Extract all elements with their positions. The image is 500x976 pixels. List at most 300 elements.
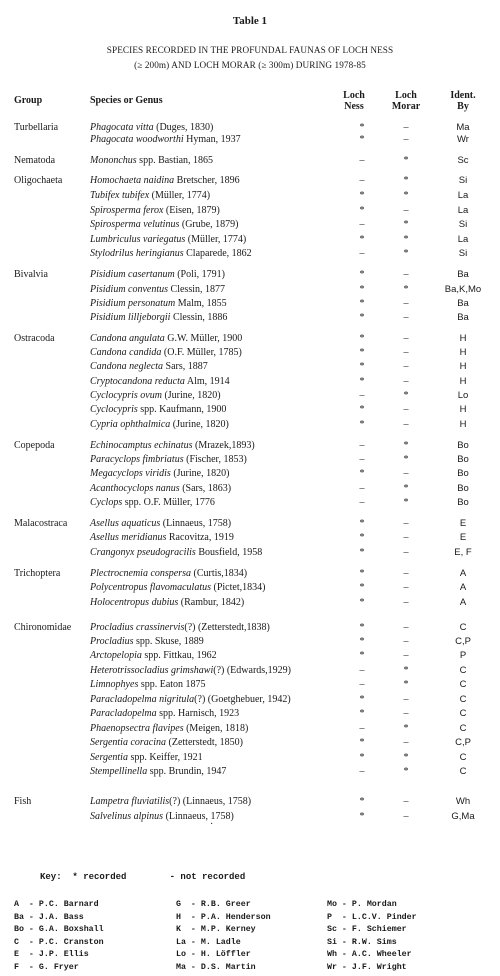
loch-ness-mark: * xyxy=(359,708,365,719)
loch-morar-mark: * xyxy=(403,440,409,451)
species-authority: (Curtis,1834) xyxy=(191,568,248,579)
species-cell xyxy=(90,361,208,373)
loch-morar-mark: – xyxy=(403,622,409,633)
species-authority: (?) (Goetghebuer, 1942) xyxy=(194,694,291,705)
loch-morar-mark: – xyxy=(403,708,409,719)
loch-ness-mark: – xyxy=(359,155,365,166)
loch-morar-mark: * xyxy=(403,175,409,186)
loch-morar-mark: – xyxy=(403,547,409,558)
identifier-code: H xyxy=(459,333,467,344)
loch-morar-mark: * xyxy=(403,219,409,230)
key-entry: H - P.A. Henderson xyxy=(176,912,271,922)
species-name: Phaenopsectra flavipes xyxy=(90,723,184,734)
species-authority: (O.F. Müller, 1785) xyxy=(161,347,242,358)
species-name: Cryptocandona reducta xyxy=(90,376,185,387)
species-authority: (Pictet,1834) xyxy=(211,582,266,593)
species-authority: (Linnaeus, 1758) xyxy=(163,811,234,822)
species-name: Pisidium conventus xyxy=(90,284,169,295)
species-cell xyxy=(90,483,231,495)
species-cell xyxy=(90,155,213,167)
species-cell xyxy=(90,390,221,402)
species-authority: (Jurine, 1820) xyxy=(170,419,229,430)
species-authority: (Eisen, 1879) xyxy=(163,205,220,216)
key-entry: Wr - J.F. Wright xyxy=(327,962,407,972)
species-name: Spirosperma velutinus xyxy=(90,219,180,230)
species-authority: (Meigen, 1818) xyxy=(183,723,249,734)
species-cell xyxy=(90,248,252,260)
loch-ness-mark: * xyxy=(359,468,365,479)
loch-morar-mark: – xyxy=(403,269,409,280)
species-cell xyxy=(90,582,265,594)
species-cell xyxy=(90,518,231,530)
key-entry: Sc - F. Schiemer xyxy=(327,925,407,934)
loch-ness-mark: – xyxy=(359,454,365,465)
key-entry: Mo - P. Mordan xyxy=(327,900,397,909)
species-cell xyxy=(90,219,239,231)
species-authority: (Jurine, 1820) xyxy=(161,390,221,401)
loch-ness-mark: * xyxy=(359,404,365,415)
identifier-code: Bo xyxy=(457,497,469,508)
loch-ness-mark: * xyxy=(359,811,365,822)
loch-morar-mark: – xyxy=(403,582,409,593)
species-name: Cyclocypris xyxy=(90,404,138,415)
species-authority: Racovitza, 1919 xyxy=(166,532,234,543)
species-name: Stempellinella xyxy=(90,766,148,777)
loch-ness-mark: * xyxy=(359,376,365,387)
species-cell xyxy=(90,694,291,706)
species-name: Megacyclops viridis xyxy=(90,468,171,479)
loch-ness-mark: * xyxy=(359,284,365,295)
species-cell xyxy=(90,636,204,648)
species-authority: spp. Skuse, 1889 xyxy=(133,636,204,647)
identifier-code: E, F xyxy=(454,547,472,558)
identifier-code: A xyxy=(459,597,467,608)
loch-ness-mark: – xyxy=(359,219,365,230)
key-entry: La - M. Ladle xyxy=(176,937,241,947)
loch-ness-mark: * xyxy=(359,737,365,748)
identifier-code: H xyxy=(459,404,467,415)
loch-ness-mark: * xyxy=(359,134,365,145)
key-entry: C - P.C. Cranston xyxy=(14,937,104,947)
key-legend: Key: * recorded - not recorded xyxy=(40,872,246,882)
identifier-code: E xyxy=(459,532,467,543)
loch-ness-mark: * xyxy=(359,650,365,661)
species-cell xyxy=(90,122,213,134)
species-cell xyxy=(90,440,255,452)
loch-ness-mark: – xyxy=(359,390,365,401)
key-entry: Si - R.W. Sims xyxy=(327,937,397,947)
species-authority: Claparede, 1862 xyxy=(183,248,252,259)
species-authority: Bretscher, 1896 xyxy=(174,175,240,186)
identifier-code: C xyxy=(459,665,467,676)
loch-ness-mark: * xyxy=(359,269,365,280)
species-authority: (Mrazek,1893) xyxy=(192,440,255,451)
species-authority: spp. Kaufmann, 1900 xyxy=(137,404,227,415)
species-name: Tubifex tubifex xyxy=(90,190,150,201)
species-name: Procladius crassinervis xyxy=(90,622,185,633)
species-name: Pisidium casertanum xyxy=(90,269,175,280)
species-name: Asellus meridianus xyxy=(90,532,167,543)
species-authority: spp. Brundin, 1947 xyxy=(147,766,227,777)
loch-morar-mark: – xyxy=(403,404,409,415)
identifier-code: G,Ma xyxy=(451,811,475,822)
species-name: Crangonyx pseudogracilis xyxy=(90,547,196,558)
loch-ness-mark: * xyxy=(359,622,365,633)
key-entry: G - R.B. Greer xyxy=(176,900,251,909)
species-cell xyxy=(90,752,203,764)
species-name: Stylodrilus heringianus xyxy=(90,248,184,259)
loch-morar-mark: * xyxy=(403,483,409,494)
loch-morar-mark: – xyxy=(403,312,409,323)
table-subtitle-line1: SPECIES RECORDED IN THE PROFUNDAL FAUNAS OF LOCH NESS xyxy=(106,45,394,55)
species-cell xyxy=(90,650,217,662)
species-cell xyxy=(90,622,270,634)
identifier-code: H xyxy=(459,361,467,372)
group-label: Bivalvia xyxy=(14,269,48,280)
species-cell xyxy=(90,796,251,808)
group-label: Turbellaria xyxy=(14,122,59,133)
species-cell xyxy=(90,454,247,466)
loch-ness-mark: – xyxy=(359,665,365,676)
loch-ness-mark: – xyxy=(359,483,365,494)
identifier-code: E xyxy=(459,518,467,529)
identifier-code: Sc xyxy=(457,155,469,166)
species-cell xyxy=(90,708,239,720)
identifier-code: La xyxy=(457,205,469,216)
species-cell xyxy=(90,190,210,202)
loch-morar-mark: – xyxy=(403,694,409,705)
species-authority: (Linnaeus, 1758) xyxy=(160,518,232,529)
loch-morar-mark: – xyxy=(403,532,409,543)
species-name: Lumbriculus variegatus xyxy=(90,234,186,245)
species-cell xyxy=(90,547,262,559)
loch-morar-mark: – xyxy=(403,518,409,529)
loch-ness-mark: – xyxy=(359,440,365,451)
loch-morar-mark: – xyxy=(403,468,409,479)
identifier-code: Ba xyxy=(457,298,469,309)
identifier-code: Bo xyxy=(457,454,469,465)
species-authority: Bousfield, 1958 xyxy=(195,547,263,558)
identifier-code: La xyxy=(457,234,469,245)
loch-morar-mark: * xyxy=(403,155,409,166)
species-authority: spp. O.F. Müller, 1776 xyxy=(122,497,215,508)
species-authority: (Müller, 1774) xyxy=(185,234,247,245)
loch-morar-mark: – xyxy=(403,796,409,807)
loch-ness-mark: * xyxy=(359,419,365,430)
identifier-code: Si xyxy=(458,248,468,259)
group-label: Malacostraca xyxy=(14,518,68,529)
species-cell xyxy=(90,665,291,677)
loch-ness-mark: – xyxy=(359,175,365,186)
species-authority: G.W. Müller, 1900 xyxy=(164,333,243,344)
species-cell xyxy=(90,468,229,480)
identifier-code: H xyxy=(459,419,467,430)
loch-ness-mark: – xyxy=(359,248,365,259)
loch-ness-mark: * xyxy=(359,122,365,133)
species-authority: spp. Keiffer, 1921 xyxy=(127,752,203,763)
species-authority: (Grube, 1879) xyxy=(179,219,239,230)
species-name: Asellus aquaticus xyxy=(90,518,161,529)
species-cell xyxy=(90,347,242,359)
species-name: Arctopelopia xyxy=(90,650,142,661)
species-authority: (Duges, 1830) xyxy=(153,122,214,133)
species-name: Candona candida xyxy=(90,347,162,358)
species-name: Phagocata woodworthi xyxy=(90,134,184,145)
species-name: Candona angulata xyxy=(90,333,165,344)
identifier-code: C xyxy=(459,694,467,705)
loch-morar-mark: – xyxy=(403,347,409,358)
group-label: Nematoda xyxy=(14,155,56,166)
identifier-code: Bo xyxy=(457,440,469,451)
species-name: Paracladopelma xyxy=(90,708,157,719)
loch-morar-mark: * xyxy=(403,679,409,690)
key-entry: Wh - A.C. Wheeler xyxy=(327,950,412,959)
species-cell xyxy=(90,134,241,146)
species-name: Acanthocyclops nanus xyxy=(90,483,180,494)
header-loch-morar-line2: Morar xyxy=(391,101,421,112)
loch-morar-mark: – xyxy=(403,134,409,145)
loch-ness-mark: – xyxy=(359,679,365,690)
loch-morar-mark: * xyxy=(403,234,409,245)
separator-dot: · xyxy=(210,819,214,830)
species-authority: (Rambur, 1842) xyxy=(178,597,245,608)
species-authority: (?) (Linnaeus, 1758) xyxy=(169,796,252,807)
species-cell xyxy=(90,333,242,345)
key-entry: Ma - D.S. Martin xyxy=(176,962,256,972)
species-name: Candona neglecta xyxy=(90,361,164,372)
group-label: Fish xyxy=(14,796,32,807)
loch-morar-mark: * xyxy=(403,752,409,763)
identifier-code: Ma xyxy=(456,122,470,133)
loch-morar-mark: – xyxy=(403,205,409,216)
identifier-code: H xyxy=(459,347,467,358)
species-cell xyxy=(90,419,229,431)
identifier-code: C,P xyxy=(455,737,471,748)
header-loch-ness-line2: Ness xyxy=(344,101,364,112)
loch-morar-mark: * xyxy=(403,665,409,676)
species-name: Salvelinus alpinus xyxy=(90,811,164,822)
loch-morar-mark: – xyxy=(403,122,409,133)
species-name: Limnophyes xyxy=(90,679,139,690)
species-authority: Clessin, 1886 xyxy=(170,312,228,323)
identifier-code: C xyxy=(459,679,467,690)
key-entry: E - J.P. Ellis xyxy=(14,950,89,959)
species-authority: (?) (Edwards,1929) xyxy=(213,665,291,676)
species-cell xyxy=(90,766,226,778)
species-name: Plectrocnemia conspersa xyxy=(90,568,191,579)
species-cell xyxy=(90,597,244,609)
loch-ness-mark: * xyxy=(359,582,365,593)
identifier-code: Ba xyxy=(457,312,469,323)
loch-ness-mark: * xyxy=(359,518,365,529)
loch-ness-mark: * xyxy=(359,298,365,309)
species-authority: Clessin, 1877 xyxy=(168,284,225,295)
identifier-code: A xyxy=(459,568,467,579)
group-label: Copepoda xyxy=(14,440,55,451)
loch-ness-mark: – xyxy=(359,766,365,777)
species-cell xyxy=(90,404,226,416)
loch-ness-mark: * xyxy=(359,234,365,245)
species-authority: (?) (Zetterstedt,1838) xyxy=(184,622,270,633)
key-entry: Ba - J.A. Bass xyxy=(14,912,84,922)
group-label: Ostracoda xyxy=(14,333,55,344)
species-name: Cypria ophthalmica xyxy=(90,419,171,430)
species-name: Mononchus xyxy=(90,155,137,166)
species-authority: Sars, 1887 xyxy=(163,361,208,372)
group-label: Trichoptera xyxy=(14,568,61,579)
loch-ness-mark: * xyxy=(359,752,365,763)
species-name: Pisidium personatum xyxy=(90,298,176,309)
species-name: Spirosperma ferox xyxy=(90,205,164,216)
species-authority: spp. Eaton 1875 xyxy=(138,679,206,690)
identifier-code: Lo xyxy=(457,390,469,401)
species-cell xyxy=(90,298,227,310)
identifier-code: C,P xyxy=(455,636,471,647)
key-entry: K - M.P. Kerney xyxy=(176,925,256,934)
species-name: Echinocamptus echinatus xyxy=(90,440,193,451)
loch-morar-mark: – xyxy=(403,737,409,748)
identifier-code: P xyxy=(459,650,467,661)
loch-morar-mark: * xyxy=(403,390,409,401)
loch-ness-mark: – xyxy=(359,723,365,734)
species-cell xyxy=(90,376,230,388)
identifier-code: Si xyxy=(458,219,468,230)
species-cell xyxy=(90,205,220,217)
loch-morar-mark: * xyxy=(403,766,409,777)
header-species: Species or Genus xyxy=(90,95,163,106)
identifier-code: Ba xyxy=(457,269,469,280)
species-name: Pisidium lilljeborgii xyxy=(90,312,171,323)
loch-morar-mark: * xyxy=(403,497,409,508)
species-cell xyxy=(90,497,215,509)
species-cell xyxy=(90,175,240,187)
loch-morar-mark: – xyxy=(403,298,409,309)
header-ident-line2: By xyxy=(457,101,469,112)
species-name: Cyclops xyxy=(90,497,123,508)
species-authority: spp. Bastian, 1865 xyxy=(136,155,214,166)
group-label: Chironomidae xyxy=(14,622,72,633)
identifier-code: A xyxy=(459,582,467,593)
species-name: Paracyclops fimbriatus xyxy=(90,454,184,465)
species-authority: (Fischer, 1853) xyxy=(183,454,247,465)
species-authority: Malm, 1855 xyxy=(175,298,227,309)
species-name: Holocentropus dubius xyxy=(90,597,179,608)
loch-ness-mark: * xyxy=(359,796,365,807)
loch-ness-mark: * xyxy=(359,190,365,201)
identifier-code: C xyxy=(459,752,467,763)
loch-morar-mark: – xyxy=(403,361,409,372)
loch-morar-mark: – xyxy=(403,597,409,608)
species-cell xyxy=(90,269,225,281)
species-authority: (Sars, 1863) xyxy=(179,483,232,494)
identifier-code: La xyxy=(457,190,469,201)
loch-ness-mark: * xyxy=(359,547,365,558)
loch-ness-mark: * xyxy=(359,333,365,344)
loch-morar-mark: * xyxy=(403,284,409,295)
loch-ness-mark: * xyxy=(359,361,365,372)
species-cell xyxy=(90,723,248,735)
identifier-code: H xyxy=(459,376,467,387)
species-name: Paracladopelma nigritula xyxy=(90,694,195,705)
identifier-code: C xyxy=(459,622,467,633)
loch-ness-mark: * xyxy=(359,568,365,579)
species-name: Heterotrissocladius grimshawi xyxy=(90,665,214,676)
species-authority: spp. Fittkau, 1962 xyxy=(141,650,217,661)
header-ident-line1: Ident. xyxy=(450,90,476,101)
key-entry: A - P.C. Barnard xyxy=(14,900,99,909)
loch-morar-mark: – xyxy=(403,568,409,579)
key-entry: F - G. Fryer xyxy=(14,962,79,972)
species-authority: spp. Harnisch, 1923 xyxy=(156,708,240,719)
loch-ness-mark: * xyxy=(359,694,365,705)
group-label: Oligochaeta xyxy=(14,175,63,186)
loch-morar-mark: – xyxy=(403,333,409,344)
loch-morar-mark: * xyxy=(403,248,409,259)
loch-morar-mark: * xyxy=(403,723,409,734)
species-cell xyxy=(90,568,247,580)
loch-morar-mark: – xyxy=(403,419,409,430)
species-name: Sergentia xyxy=(90,752,128,763)
species-name: Phagocata vitta xyxy=(90,122,154,133)
loch-morar-mark: * xyxy=(403,190,409,201)
identifier-code: C xyxy=(459,708,467,719)
header-group: Group xyxy=(14,95,43,106)
loch-ness-mark: * xyxy=(359,312,365,323)
identifier-code: Bo xyxy=(457,468,469,479)
table-title: Table 1 xyxy=(232,15,268,27)
species-cell xyxy=(90,312,227,324)
species-cell xyxy=(90,679,206,691)
key-entry: Lo - H. Löffler xyxy=(176,950,251,959)
identifier-code: Ba,K,Mo xyxy=(444,284,482,295)
key-entry: P - L.C.V. Pinder xyxy=(327,912,417,922)
loch-morar-mark: – xyxy=(403,636,409,647)
species-name: Cyclocypris ovum xyxy=(90,390,162,401)
species-authority: Alm, 1914 xyxy=(184,376,230,387)
loch-ness-mark: * xyxy=(359,205,365,216)
species-name: Lampetra fluviatilis xyxy=(90,796,170,807)
loch-morar-mark: – xyxy=(403,650,409,661)
species-cell xyxy=(90,532,234,544)
loch-morar-mark: – xyxy=(403,811,409,822)
identifier-code: Wh xyxy=(455,796,471,807)
loch-ness-mark: * xyxy=(359,347,365,358)
species-authority: (Müller, 1774) xyxy=(149,190,211,201)
identifier-code: Si xyxy=(458,175,468,186)
loch-morar-mark: * xyxy=(403,454,409,465)
loch-ness-mark: * xyxy=(359,532,365,543)
species-name: Procladius xyxy=(90,636,134,647)
header-loch-ness-line1: Loch xyxy=(343,90,365,101)
species-authority: (Poli, 1791) xyxy=(174,269,225,280)
identifier-code: C xyxy=(459,766,467,777)
key-entry: Bo - G.A. Boxshall xyxy=(14,925,104,934)
species-name: Homochaeta naidina xyxy=(90,175,175,186)
table-subtitle-line2: (≥ 200m) AND LOCH MORAR (≥ 300m) DURING 1978-85 xyxy=(134,60,366,70)
species-name: Sergentia coracina xyxy=(90,737,167,748)
identifier-code: C xyxy=(459,723,467,734)
identifier-code: Bo xyxy=(457,483,469,494)
species-cell xyxy=(90,737,243,749)
species-cell xyxy=(90,234,246,246)
species-authority: Hyman, 1937 xyxy=(183,134,241,145)
species-authority: (Zetterstedt, 1850) xyxy=(166,737,243,748)
loch-ness-mark: * xyxy=(359,636,365,647)
species-authority: (Jurine, 1820) xyxy=(170,468,230,479)
header-loch-morar-line1: Loch xyxy=(395,90,417,101)
identifier-code: Wr xyxy=(457,134,469,145)
loch-ness-mark: * xyxy=(359,597,365,608)
